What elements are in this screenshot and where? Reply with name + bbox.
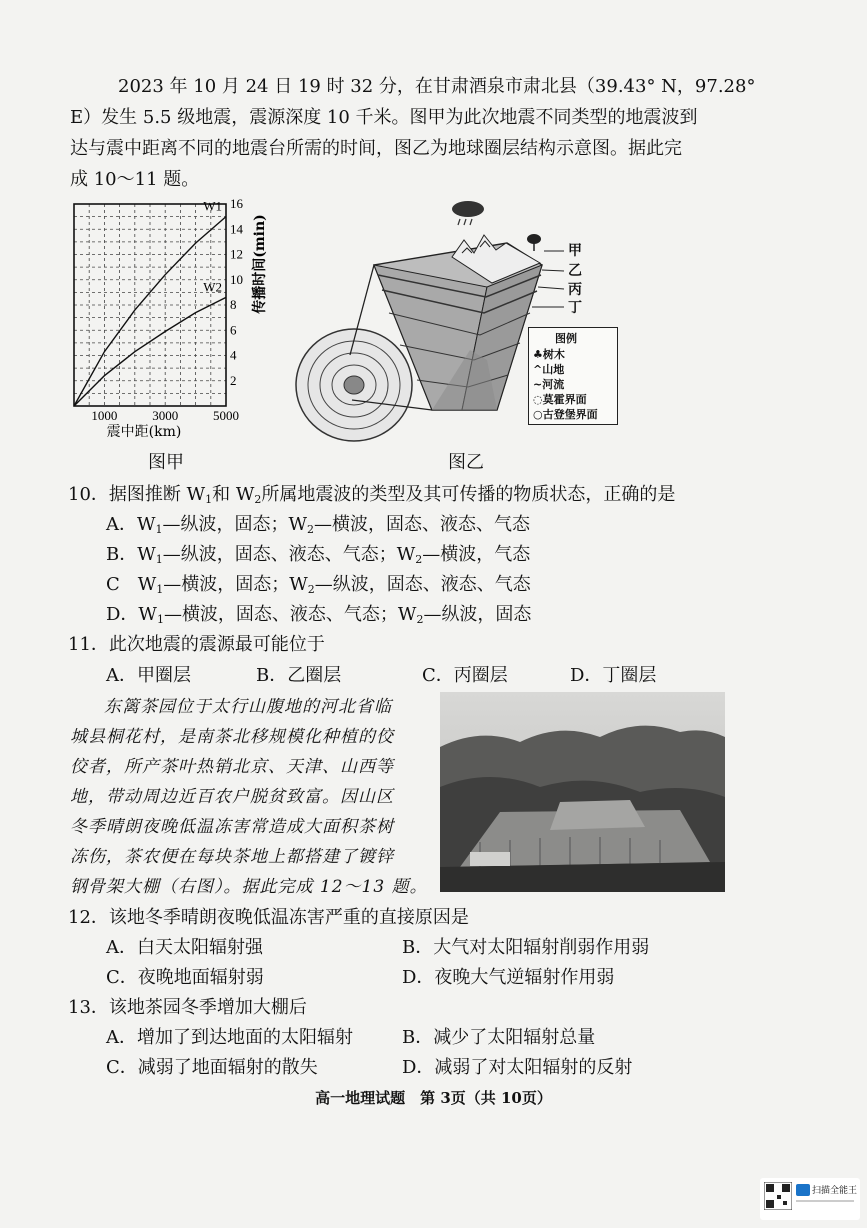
question-12-stem: 12．该地冬季晴朗夜晚低温冻害严重的直接原因是 xyxy=(68,907,469,928)
legend-label: 古登堡界面 xyxy=(542,408,598,421)
option-text: —纵波，固态、液态、气态 xyxy=(314,574,531,595)
tea-paragraph-line: 冬季晴朗夜晚低温冻害常造成大面积茶树 xyxy=(70,817,394,837)
series-label-w2: W2 xyxy=(203,279,222,295)
w1-subscript: 1 xyxy=(156,583,164,596)
legend-item-tree xyxy=(533,346,565,362)
circle-icon: ○ xyxy=(533,408,543,421)
y-tick-label: 4 xyxy=(230,347,237,363)
y-tick-label: 14 xyxy=(230,221,243,237)
option-text: —纵波，固态、液态、气态；W xyxy=(162,544,416,565)
legend-label: 莫霍界面 xyxy=(542,393,587,406)
option-text: —纵波，固态 xyxy=(423,604,532,625)
q12-option-d[interactable]: D．夜晚大气逆辐射作用弱 xyxy=(402,967,615,988)
dashed-circle-icon: ◌ xyxy=(533,393,543,406)
intro-line-1: 2023 年 10 月 24 日 19 时 32 分，在甘肃酒泉市肃北县（39.43° N，97.28° xyxy=(118,76,756,97)
tree-icon: ♣ xyxy=(533,348,543,361)
legend-item-river xyxy=(533,376,564,392)
seismic-wave-chart xyxy=(60,190,280,450)
scanner-watermark xyxy=(760,1178,860,1220)
legend-label: 树木 xyxy=(542,348,565,361)
q13-option-d[interactable]: D．减弱了对太阳辐射的反射 xyxy=(402,1057,633,1078)
y-axis-label: 传播时间(min) xyxy=(252,214,268,314)
w1-subscript: 1 xyxy=(155,523,163,536)
layer-label-jia: 甲 xyxy=(568,243,582,259)
layer-label-ding: 丁 xyxy=(568,300,582,316)
watermark-brand: 扫描全能王 xyxy=(812,1186,858,1196)
diagram-legend xyxy=(528,327,618,425)
option-label: B．W xyxy=(106,544,156,565)
y-tick-label: 12 xyxy=(230,246,243,262)
y-tick-label: 10 xyxy=(230,271,243,287)
tree-icon xyxy=(527,234,541,251)
option-text: —横波，固态；W xyxy=(163,574,308,595)
x-tick-label: 5000 xyxy=(213,408,239,423)
q10-option-a[interactable] xyxy=(106,510,530,536)
q12-option-a[interactable]: A．白天太阳辐射强 xyxy=(106,937,263,958)
legend-item-moho xyxy=(533,391,587,407)
q10-stem-part: 和 W xyxy=(212,484,255,505)
q10-option-b[interactable] xyxy=(106,540,530,566)
q13-option-b[interactable]: B．减少了太阳辐射总量 xyxy=(402,1027,596,1048)
option-label: A．W xyxy=(106,514,156,535)
qr-code-icon xyxy=(764,1182,792,1210)
w2-subscript: 2 xyxy=(307,523,315,536)
tea-greenhouse-photo xyxy=(440,692,725,892)
legend-title: 图例 xyxy=(555,332,577,345)
series-line-w1 xyxy=(74,217,226,406)
tea-paragraph-line: 佼者，所产茶叶热销北京、天津、山西等 xyxy=(70,757,394,777)
x-axis-label: 震中距(km) xyxy=(106,424,182,440)
y-tick-label: 2 xyxy=(230,372,237,388)
tea-paragraph-line: 城县桐花村，是南茶北移规模化种植的佼 xyxy=(70,727,394,747)
question-11-stem: 11．此次地震的震源最可能位于 xyxy=(68,634,325,655)
w2-subscript: 2 xyxy=(415,553,423,566)
option-text: —横波，固态、液态、气态 xyxy=(314,514,531,535)
w2-subscript: 2 xyxy=(307,583,315,596)
q10-stem-part: 10．据图推断 W xyxy=(68,484,206,505)
q11-option-d[interactable]: D．丁圈层 xyxy=(570,665,657,686)
w2-subscript: 2 xyxy=(416,613,424,626)
series-label-w1: W1 xyxy=(203,198,222,214)
intro-line-2: E）发生 5.5 级地震，震源深度 10 千米。图甲为此次地震不同类型的地震波到 xyxy=(70,107,698,128)
x-tick-label: 3000 xyxy=(152,408,179,423)
option-text: —纵波，固态；W xyxy=(162,514,308,535)
q13-option-a[interactable]: A．增加了到达地面的太阳辐射 xyxy=(106,1027,353,1048)
q10-stem-part: 所属地震波的类型及其可传播的物质状态，正确的是 xyxy=(261,484,676,505)
mountain-icon: ^ xyxy=(533,363,543,376)
x-tick-label: 1000 xyxy=(91,408,118,423)
legend-label: 山地 xyxy=(542,363,565,376)
w1-subscript: 1 xyxy=(155,553,163,566)
layer-label-yi: 乙 xyxy=(568,263,582,279)
question-13-stem: 13．该地茶园冬季增加大棚后 xyxy=(68,997,307,1018)
q11-option-b[interactable]: B．乙圈层 xyxy=(256,665,342,686)
q12-option-c[interactable]: C．夜晚地面辐射弱 xyxy=(106,967,264,988)
legend-item-gutenberg xyxy=(533,406,598,422)
y-tick-label: 8 xyxy=(230,297,237,312)
fig-a-caption: 图甲 xyxy=(148,452,184,473)
option-label: C W xyxy=(106,574,157,595)
q11-option-c[interactable]: C．丙圈层 xyxy=(422,665,508,686)
option-text: —横波，气态 xyxy=(422,544,531,565)
option-label: D．W xyxy=(106,604,157,625)
option-text: —横波，固态、液态、气态；W xyxy=(163,604,417,625)
page-footer: 高一地理试题 第 3页（共 10页） xyxy=(315,1089,552,1107)
y-tick-label: 6 xyxy=(230,322,237,338)
q10-option-c[interactable] xyxy=(106,570,531,596)
w1-subscript: 1 xyxy=(156,613,164,626)
q13-option-c[interactable]: C．减弱了地面辐射的散失 xyxy=(106,1057,318,1078)
tea-paragraph-line: 钢骨架大棚（右图）。据此完成 12～13 题。 xyxy=(70,877,428,897)
q10-option-d[interactable] xyxy=(106,600,531,626)
tea-paragraph-line: 冻伤，茶农便在每块茶地上都搭建了镀锌 xyxy=(70,847,394,867)
fig-b-caption: 图乙 xyxy=(448,452,484,473)
legend-label: 河流 xyxy=(542,378,565,391)
intro-line-4: 成 10～11 题。 xyxy=(70,169,200,190)
layer-label-bing: 丙 xyxy=(568,282,582,298)
cs-logo-icon xyxy=(796,1184,810,1196)
watermark-subtext-bar xyxy=(796,1200,854,1202)
legend-item-mountain xyxy=(533,361,564,377)
tea-paragraph-line: 东篱茶园位于太行山腹地的河北省临 xyxy=(104,697,392,717)
rain-cloud-icon xyxy=(452,201,484,225)
y-tick-label: 16 xyxy=(230,196,243,211)
q11-option-a[interactable]: A．甲圈层 xyxy=(106,665,191,686)
earth-cross-section xyxy=(296,329,412,441)
tea-paragraph-line: 地，带动周边近百农户脱贫致富。因山区 xyxy=(70,787,394,807)
river-icon: ~ xyxy=(533,378,543,391)
q12-option-b[interactable]: B．大气对太阳辐射削弱作用弱 xyxy=(402,937,650,958)
w1-subscript: 1 xyxy=(205,493,213,506)
w2-subscript: 2 xyxy=(254,493,262,506)
intro-line-3: 达与震中距离不同的地震台所需的时间，图乙为地球圈层结构示意图。据此完 xyxy=(70,138,682,159)
question-10-stem xyxy=(68,480,675,506)
